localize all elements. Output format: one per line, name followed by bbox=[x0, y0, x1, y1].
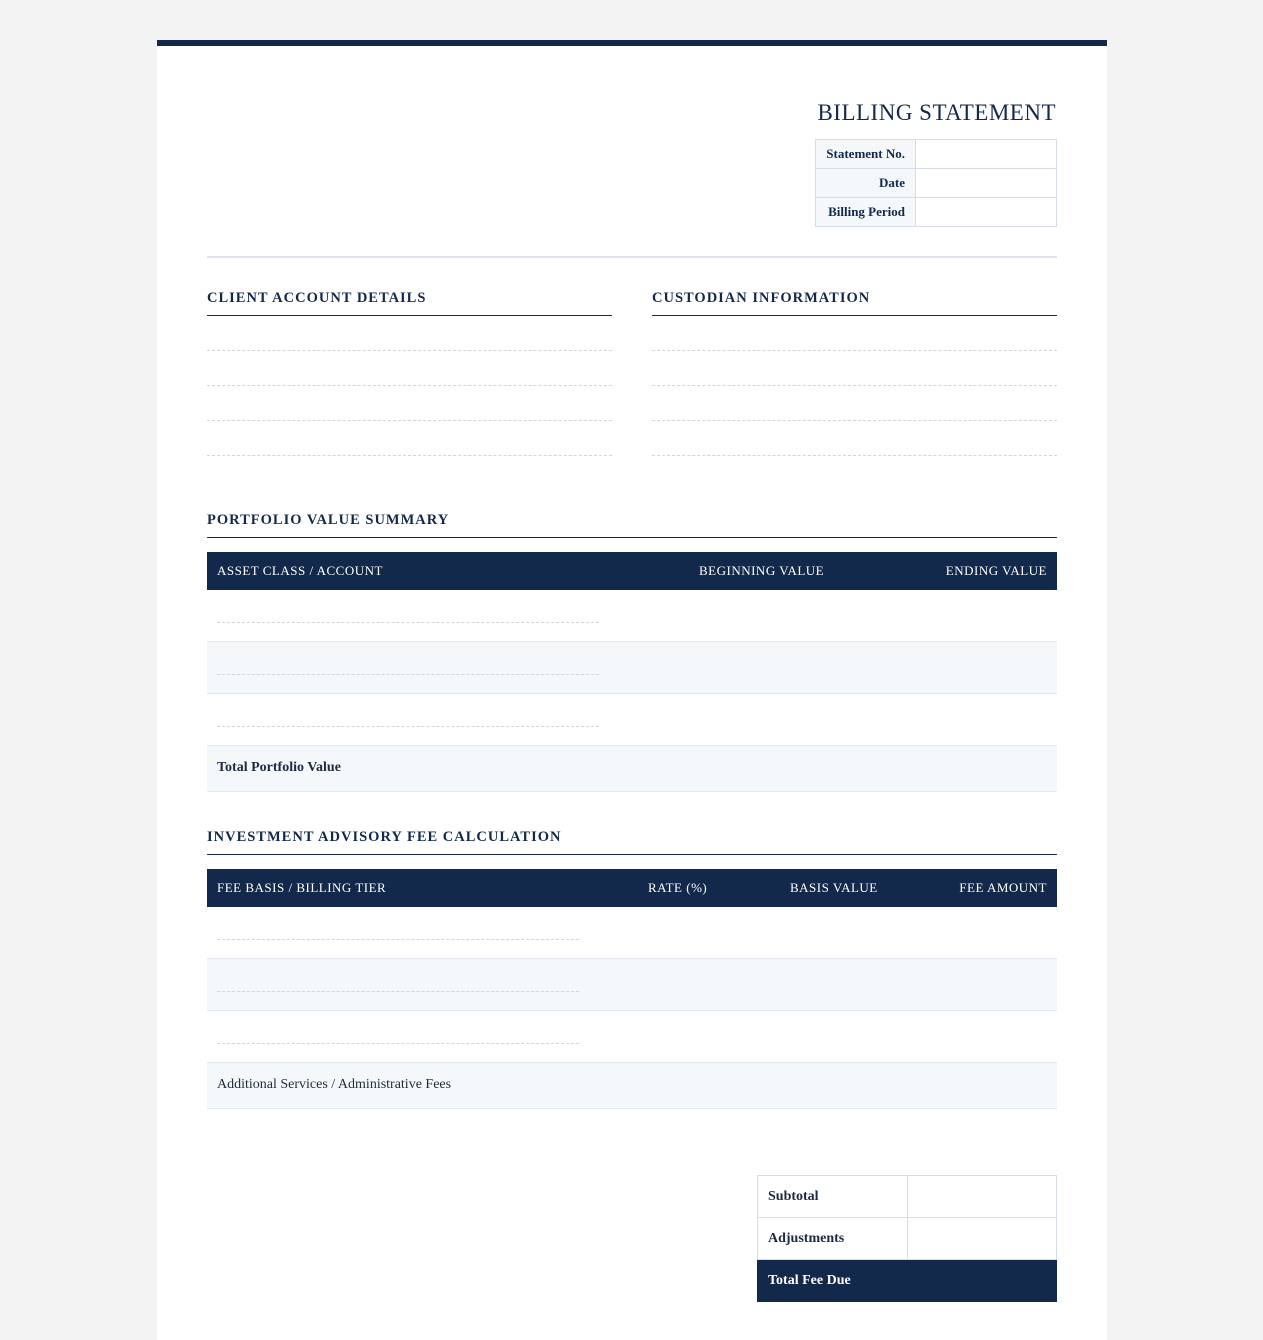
additional-fees-row[interactable] bbox=[207, 1063, 1057, 1109]
adjustments-row bbox=[758, 1218, 1057, 1260]
fee-calculation-heading: INVESTMENT ADVISORY FEE CALCULATION bbox=[207, 829, 1057, 855]
entry-line[interactable] bbox=[217, 939, 579, 940]
col-fee-amount: FEE AMOUNT bbox=[959, 880, 1047, 895]
total-fee-due-row bbox=[758, 1260, 1057, 1302]
col-basis-value: BASIS VALUE bbox=[790, 880, 878, 895]
custodian-info-heading: CUSTODIAN INFORMATION bbox=[652, 290, 1057, 316]
col-rate: RATE (%) bbox=[648, 880, 708, 895]
portfolio-total-row bbox=[207, 746, 1057, 792]
portfolio-table-header bbox=[207, 552, 1057, 590]
subtotal-label: Subtotal bbox=[758, 1176, 908, 1218]
date-field[interactable] bbox=[916, 169, 1057, 198]
col-ending-value: ENDING VALUE bbox=[945, 563, 1047, 578]
total-fee-due-field[interactable] bbox=[908, 1260, 1057, 1302]
adjustments-field[interactable] bbox=[908, 1218, 1057, 1260]
col-fee-basis: FEE BASIS / BILLING TIER bbox=[217, 880, 387, 895]
client-account-heading: CLIENT ACCOUNT DETAILS bbox=[207, 290, 612, 316]
client-line[interactable] bbox=[207, 455, 612, 456]
col-asset-class: ASSET CLASS / ACCOUNT bbox=[217, 563, 383, 578]
subtotal-field[interactable] bbox=[908, 1176, 1057, 1218]
header-divider bbox=[207, 256, 1057, 258]
portfolio-row[interactable] bbox=[207, 590, 1057, 642]
fee-row[interactable] bbox=[207, 907, 1057, 959]
fee-summary-table bbox=[757, 1175, 1057, 1302]
entry-line[interactable] bbox=[217, 726, 599, 727]
fee-row[interactable] bbox=[207, 1011, 1057, 1063]
additional-fees-label: Additional Services / Administrative Fees bbox=[217, 1077, 452, 1092]
entry-line[interactable] bbox=[217, 622, 599, 623]
custodian-line[interactable] bbox=[652, 455, 1057, 456]
statement-no-label: Statement No. bbox=[816, 140, 916, 169]
fee-row[interactable] bbox=[207, 959, 1057, 1011]
portfolio-summary-heading: PORTFOLIO VALUE SUMMARY bbox=[207, 512, 1057, 538]
col-beginning-value: BEGINNING VALUE bbox=[699, 563, 825, 578]
entry-line[interactable] bbox=[217, 1043, 579, 1044]
entry-line[interactable] bbox=[217, 991, 579, 992]
custodian-line[interactable] bbox=[652, 420, 1057, 421]
client-line[interactable] bbox=[207, 385, 612, 386]
fee-table-header bbox=[207, 869, 1057, 907]
statement-no-field[interactable] bbox=[916, 140, 1057, 169]
total-fee-due-label: Total Fee Due bbox=[758, 1260, 908, 1302]
portfolio-row[interactable] bbox=[207, 642, 1057, 694]
date-label: Date bbox=[816, 169, 916, 198]
billing-period-row bbox=[816, 198, 1057, 227]
page-title: BILLING STATEMENT bbox=[817, 100, 1056, 125]
client-line[interactable] bbox=[207, 350, 612, 351]
statement-no-row bbox=[816, 140, 1057, 169]
billing-statement-page bbox=[157, 40, 1107, 1340]
billing-period-field[interactable] bbox=[916, 198, 1057, 227]
statement-meta-table bbox=[815, 139, 1057, 227]
total-portfolio-label: Total Portfolio Value bbox=[217, 760, 341, 775]
date-row bbox=[816, 169, 1057, 198]
billing-period-label: Billing Period bbox=[816, 198, 916, 227]
client-line[interactable] bbox=[207, 420, 612, 421]
adjustments-label: Adjustments bbox=[758, 1218, 908, 1260]
custodian-line[interactable] bbox=[652, 350, 1057, 351]
portfolio-row[interactable] bbox=[207, 694, 1057, 746]
subtotal-row bbox=[758, 1176, 1057, 1218]
entry-line[interactable] bbox=[217, 674, 599, 675]
custodian-line[interactable] bbox=[652, 385, 1057, 386]
